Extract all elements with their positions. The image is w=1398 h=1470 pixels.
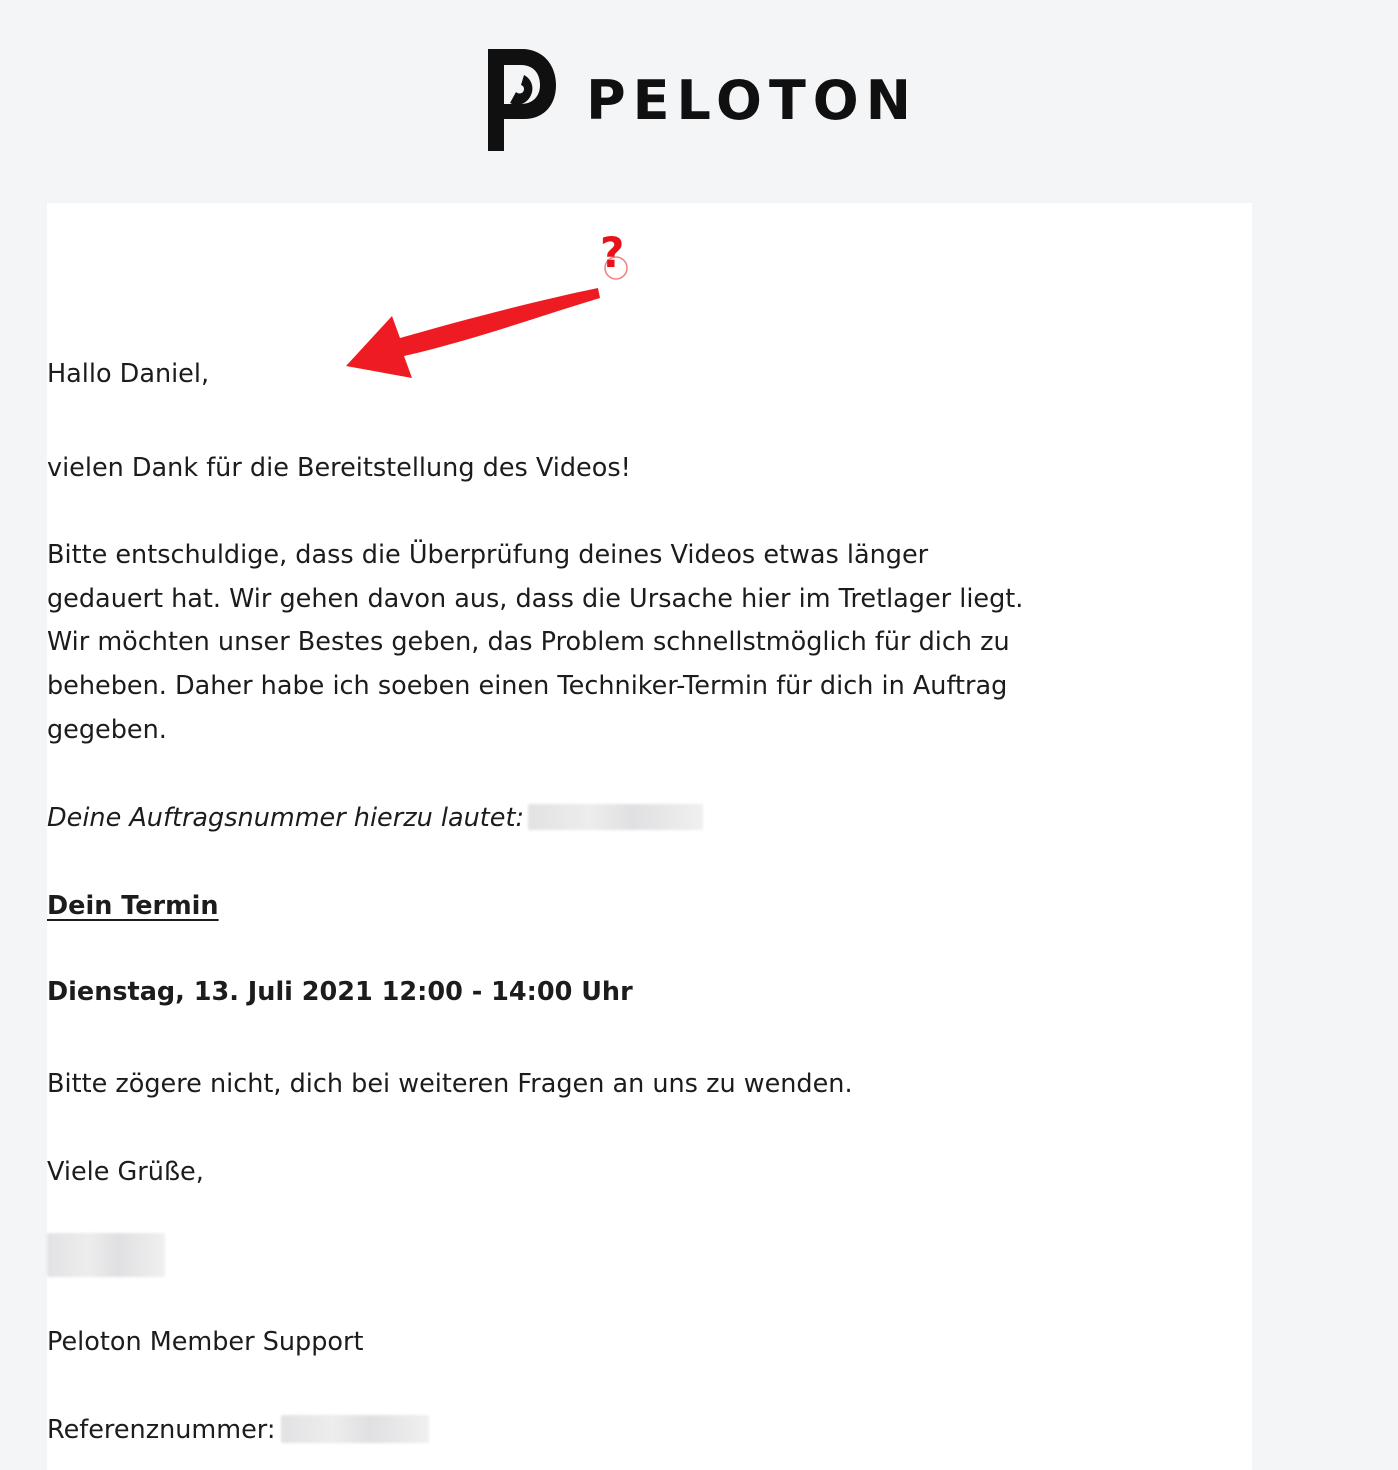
order-number-label: Deine Auftragsnummer hierzu lautet:	[47, 803, 525, 834]
email-thanks-line: vielen Dank für die Bereitstellung des Videos!	[47, 452, 631, 483]
regards-line: Viele Grüße,	[47, 1157, 204, 1188]
reference-number-line	[47, 1409, 1037, 1453]
email-body-card	[47, 203, 1252, 1470]
reference-number-redacted	[281, 1415, 429, 1443]
department-line: Peloton Member Support	[47, 1327, 364, 1358]
email-header	[0, 0, 1398, 200]
peloton-logo-icon	[480, 45, 560, 155]
peloton-logo	[480, 45, 918, 155]
question-mark-annotation: ?	[600, 228, 625, 277]
agent-name-redacted	[47, 1233, 165, 1277]
order-number-line	[47, 797, 1037, 841]
appointment-heading: Dein Termin	[47, 890, 219, 921]
agent-name-block	[47, 1233, 1037, 1277]
email-main-paragraph: Bitte entschuldige, dass die Überprüfung deines Videos etwas länger gedauert hat. Wir gehen davon aus, dass die Ursache hier im Tretlager liegt. Wir möchten unser Bestes geben, das Problem schnellstmöglich für dich zu beheben. Daher habe ich soeben einen Techniker-Termin für dich in Auftrag gegeben.	[47, 539, 1024, 746]
brand-name: PELOTON	[586, 68, 918, 132]
appointment-date: Dienstag, 13. Juli 2021 12:00 - 14:00 Uhr	[47, 976, 633, 1007]
order-number-redacted	[528, 804, 703, 830]
closing-question: Bitte zögere nicht, dich bei weiteren Fragen an uns zu wenden.	[47, 1068, 853, 1099]
email-greeting: Hallo Daniel,	[47, 359, 210, 389]
reference-number-label: Referenznummer:	[47, 1415, 276, 1446]
